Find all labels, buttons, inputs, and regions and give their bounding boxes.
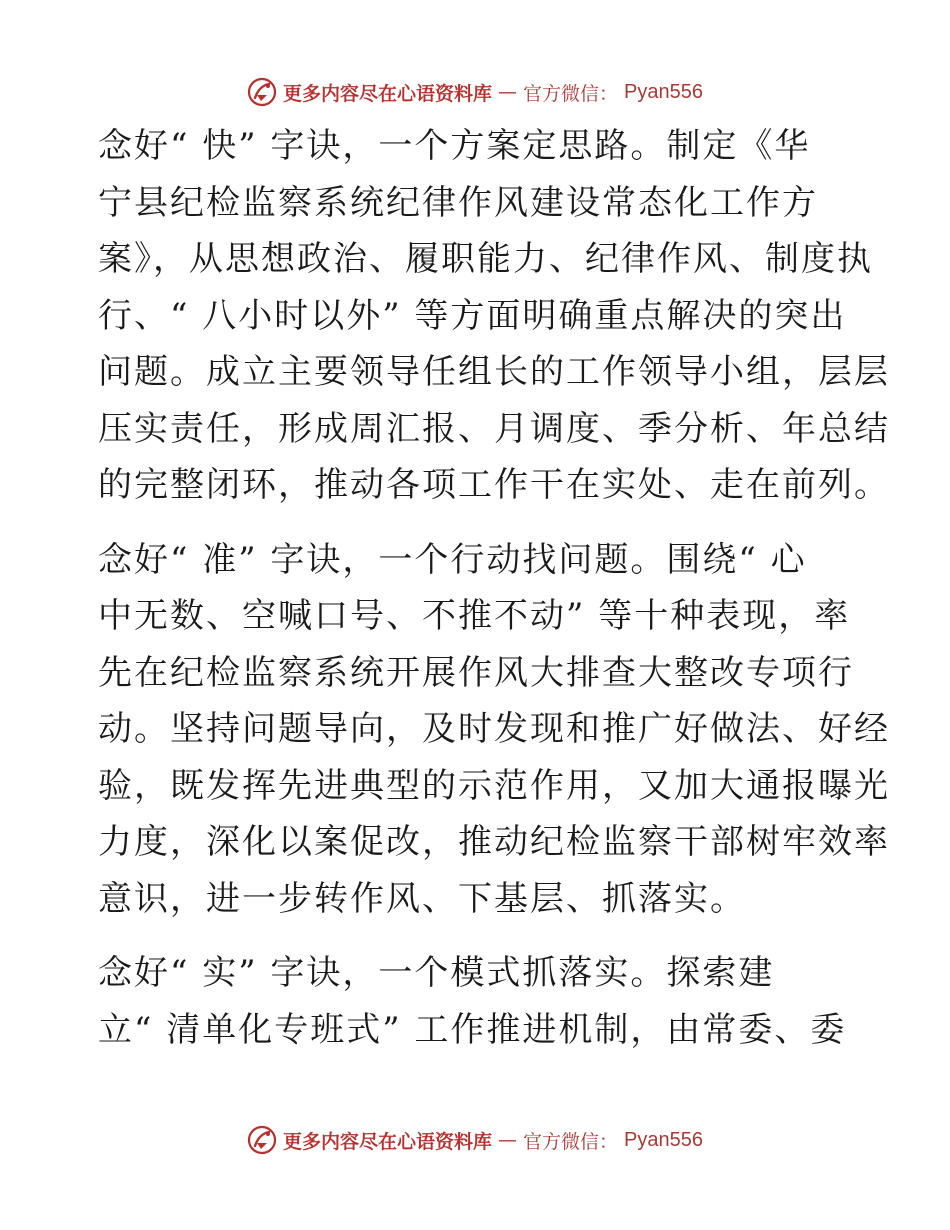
paragraph-shi	[98, 945, 858, 1058]
watermark-separator: —	[498, 1129, 518, 1151]
text-line: 力度，深化以案促改，推动纪检监察干部树牢效率	[98, 822, 890, 862]
brand-logo-icon	[247, 77, 277, 107]
watermark-wechat-id: Pyan556	[624, 80, 703, 103]
text-line: 念好“ 准” 字诀，一个行动找问题。围绕“ 心	[98, 539, 807, 580]
text-line: 问题。成立主要领导任组长的工作领导小组，层层	[98, 352, 890, 392]
footer-watermark	[0, 1120, 950, 1160]
watermark-wechat-label: 官方微信：	[523, 82, 619, 105]
watermark-site-name: 更多内容尽在心语资料库	[283, 82, 493, 105]
text-line: 念好“ 快” 字诀，一个方案定思路。制定《华	[98, 126, 811, 166]
text-line: 压实责任，形成周汇报、月调度、季分析、年总结	[98, 408, 890, 449]
text-line: 验，既发挥先进典型的示范作用，又加大通报曝光	[98, 765, 890, 806]
watermark-wechat-label: 官方微信：	[523, 1130, 619, 1153]
text-line: 中无数、空喊口号、不推不动” 等十种表现，率	[98, 596, 851, 636]
text-line: 立“ 清单化专班式” 工作推进机制，由常委、委	[98, 1009, 847, 1050]
header-watermark	[0, 72, 950, 112]
text-line: 案》，从思想政治、履职能力、纪律作风、制度执	[98, 239, 873, 279]
brand-logo-icon	[247, 1125, 277, 1155]
text-line: 念好“ 实” 字诀，一个模式抓落实。探索建	[98, 953, 775, 993]
text-line: 行、“ 八小时以外” 等方面明确重点解决的突出	[98, 295, 847, 336]
text-line: 的完整闭环，推动各项工作干在实处、走在前列。	[98, 465, 890, 505]
paragraph-kuai	[98, 118, 890, 514]
text-line: 动。坚持问题导向，及时发现和推广好做法、好经	[98, 709, 890, 749]
watermark-site-name: 更多内容尽在心语资料库	[283, 1130, 493, 1153]
text-line: 宁县纪检监察系统纪律作风建设常态化工作方	[98, 182, 818, 223]
watermark-separator: —	[498, 81, 518, 103]
paragraph-zhun	[98, 532, 890, 928]
text-line: 意识，进一步转作风、下基层、抓落实。	[98, 878, 746, 919]
watermark-wechat-id: Pyan556	[624, 1128, 703, 1151]
document-body	[98, 118, 890, 1076]
text-line: 先在纪检监察系统开展作风大排查大整改专项行	[98, 652, 854, 693]
